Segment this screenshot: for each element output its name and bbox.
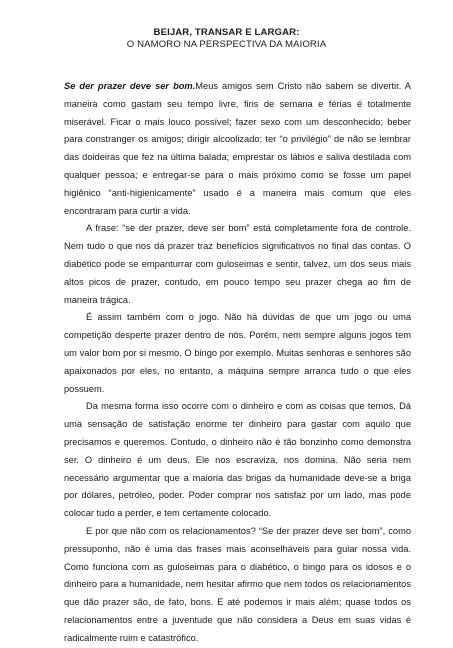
document-body [64, 78, 411, 648]
paragraph-3: É assim também com o jogo. Não há dúvidas de que um jogo ou uma competição desperte prazer dentro de nós. Porém, nem sempre alguns jogos tem um valor bom por si mesmo. O bingo por exemplo. Muitas senhoras e senhores são apaixonados por eles, no entanto, a máquina sempre arranca tudo o que eles possuem. [64, 312, 411, 394]
document-subtitle: O NAMORO NA PERSPECTIVA DA MAIORIA [126, 39, 327, 50]
document-title: BEIJAR, TRANSAR E LARGAR: [153, 27, 300, 38]
paragraph-1 [64, 78, 411, 220]
paragraph-1-text: Meus amigos sem Cristo não sabem se divertir. A maneira como gastam seu tempo livre, fins de semana e férias é totalmente miserável. Ficar o mais louco possível; fazer sexo com um desconhecido; beber para constranger os amigos; dirigir alcoolizado; ter “o privilégio” de não se lembrar das doideiras que fez na última balada; emprestar os lábios e saliva destilada com qualquer pessoa; e entregar-se para o mais próximo como se fosse um papel higiênico “anti-higienicamente” usado é a maneira mais comum que eles encontraram para curtir a vida. [64, 81, 411, 216]
paragraph-2: A frase: “se der prazer, deve ser bom” está completamente fora de controle. Nem tudo o que nos dá prazer traz benefícios significativos no final das contas. O diabético pode se empanturrar com guloseimas e sentir, talvez, um dos seus mais altos picos de prazer, contudo, em pouco tempo seu prazer chega ao fim de maneira trágica. [64, 223, 411, 305]
paragraph-5: E por que não com os relacionamentos? “Se der prazer deve ser bom”, como pressuponho, não é uma das frases mais aconselháveis para guiar nossa vida. Como funciona com as guloseimas para o diabético, o bingo para os idosos e o dinheiro para a humanidade, nem hesitar afirmo que nem todos os relacionamentos que dão prazer são, de fato, bons. E até podemos ir mais além; quase todos os relacionamentos entre a juventude que não considera a Deus em suas vidas é radicalmente ruim e catastrófico. [64, 525, 411, 643]
document-header [0, 27, 453, 51]
lead-phrase: Se der prazer deve ser bom. [64, 81, 196, 91]
paragraph-4: Da mesma forma isso ocorre com o dinheiro e com as coisas que temos. Dá uma sensação de satisfação enorme ter dinheiro para gastar com aquilo que precisamos e queremos. Contudo, o dinheiro não é tão bonzinho como demonstra ser. O dinheiro é um deus. Ele nos escraviza, nos domina. Não seria nem necessário argumentar que a maioria das brigas da humanidade deve-se a briga por dólares, petróleo, poder. Poder comprar nos satisfaz por um lado, mas pode colocar tudo a perder, e tem certamente colocado. [64, 401, 411, 519]
